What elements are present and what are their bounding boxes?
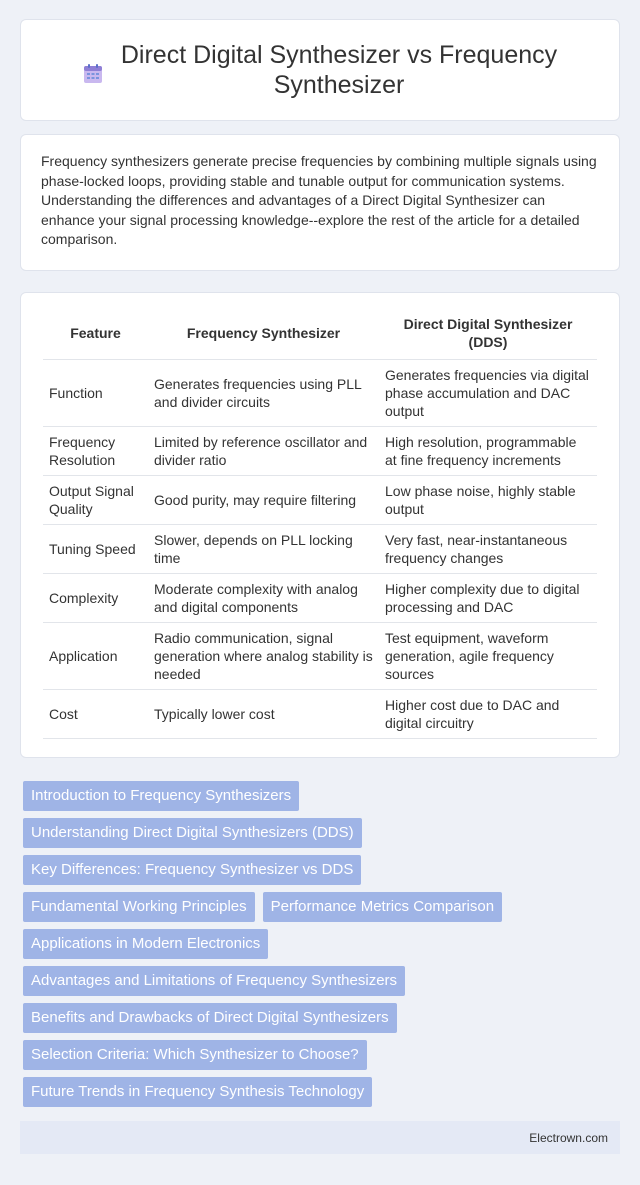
cell-fs: Moderate complexity with analog and digital components [148, 574, 379, 623]
topic-tag[interactable]: Key Differences: Frequency Synthesizer vs DDS [23, 855, 361, 885]
topic-tag[interactable]: Performance Metrics Comparison [263, 892, 502, 922]
page-title: Direct Digital Synthesizer vs Frequency Synthesizer [120, 41, 558, 99]
topic-tag[interactable]: Future Trends in Frequency Synthesis Technology [23, 1077, 372, 1107]
cell-fs: Slower, depends on PLL locking time [148, 525, 379, 574]
cell-feature: Complexity [43, 574, 148, 623]
cell-feature: Frequency Resolution [43, 427, 148, 476]
header-frequency-synthesizer: Frequency Synthesizer [148, 307, 379, 360]
cell-fs: Typically lower cost [148, 690, 379, 739]
cell-dds: Higher complexity due to digital processing and DAC [379, 574, 597, 623]
intro-card [20, 134, 620, 271]
cell-dds: Higher cost due to DAC and digital circuitry [379, 690, 597, 739]
intro-paragraph: Frequency synthesizers generate precise frequencies by combining multiple signals using phase-locked loops, providing stable and tunable output for communication systems. Understanding the differences and advantages of a Direct Digital Synthesizer can enhance your signal processing knowledge--explore the rest of the article for a detailed comparison. [41, 153, 597, 248]
table-row [43, 574, 597, 623]
cell-fs: Good purity, may require filtering [148, 476, 379, 525]
title-card [20, 19, 620, 121]
table-row [43, 690, 597, 739]
header-feature: Feature [43, 307, 148, 360]
table-row [43, 476, 597, 525]
table-row [43, 360, 597, 427]
topic-tag[interactable]: Benefits and Drawbacks of Direct Digital Synthesizers [23, 1003, 397, 1033]
cell-feature: Function [43, 360, 148, 427]
calendar-icon [81, 62, 105, 86]
topic-tag[interactable]: Applications in Modern Electronics [23, 929, 268, 959]
cell-fs: Radio communication, signal generation where analog stability is needed [148, 623, 379, 690]
cell-fs: Limited by reference oscillator and divider ratio [148, 427, 379, 476]
topic-tag[interactable]: Selection Criteria: Which Synthesizer to Choose? [23, 1040, 367, 1070]
cell-feature: Application [43, 623, 148, 690]
footer-brand[interactable]: Electrown.com [529, 1130, 608, 1145]
table-row [43, 525, 597, 574]
cell-dds: Very fast, near-instantaneous frequency changes [379, 525, 597, 574]
cell-dds: Test equipment, waveform generation, agile frequency sources [379, 623, 597, 690]
topic-tag[interactable]: Understanding Direct Digital Synthesizers (DDS) [23, 818, 362, 848]
topic-tags [23, 781, 623, 1114]
table-row [43, 427, 597, 476]
topic-tag[interactable]: Advantages and Limitations of Frequency Synthesizers [23, 966, 405, 996]
cell-fs: Generates frequencies using PLL and divider circuits [148, 360, 379, 427]
cell-dds: Low phase noise, highly stable output [379, 476, 597, 525]
topic-tag[interactable]: Introduction to Frequency Synthesizers [23, 781, 299, 811]
cell-feature: Tuning Speed [43, 525, 148, 574]
table-header-row [43, 307, 597, 360]
header-dds: Direct Digital Synthesizer (DDS) [379, 307, 597, 360]
table-row [43, 623, 597, 690]
topic-tag[interactable]: Fundamental Working Principles [23, 892, 255, 922]
cell-feature: Cost [43, 690, 148, 739]
cell-dds: High resolution, programmable at fine frequency increments [379, 427, 597, 476]
comparison-table [43, 307, 597, 739]
comparison-table-card [20, 292, 620, 758]
cell-feature: Output Signal Quality [43, 476, 148, 525]
cell-dds: Generates frequencies via digital phase accumulation and DAC output [379, 360, 597, 427]
footer [20, 1121, 620, 1154]
